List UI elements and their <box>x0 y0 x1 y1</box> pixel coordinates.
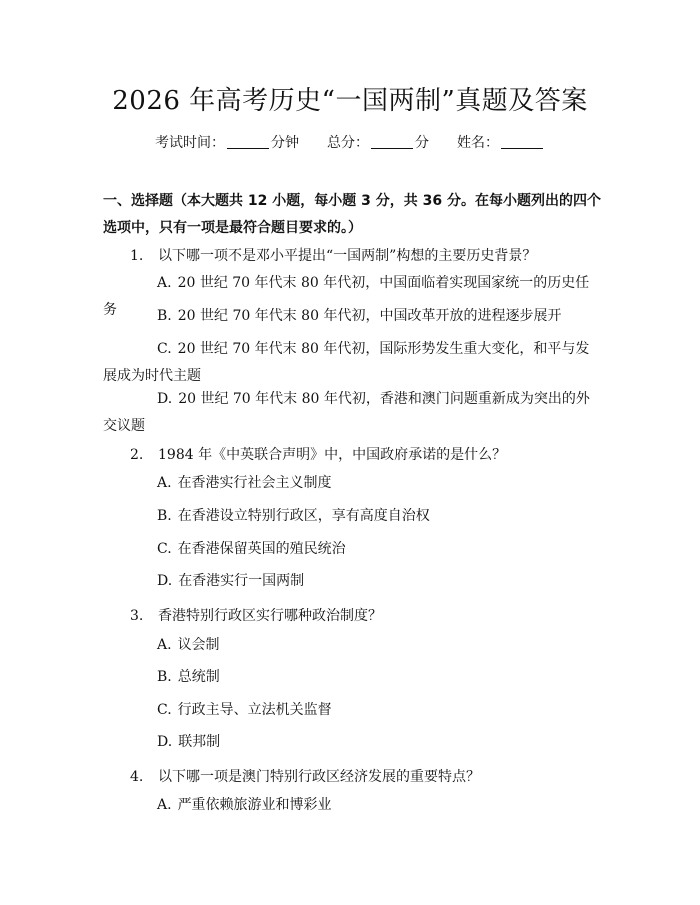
option-text: 20 世纪 70 年代末 80 年代初，中国面临着实现国家统一的历史任务 <box>103 275 590 318</box>
option-text: 20 世纪 70 年代末 80 年代初，香港和澳门问题重新成为突出的外交议题 <box>103 391 590 434</box>
exam-info-row <box>0 132 700 152</box>
question-text: 1984 年《中英联合声明》中，中国政府承诺的是什么？ <box>158 447 507 463</box>
option-text: 严重依赖旅游业和博彩业 <box>177 797 332 813</box>
option-text: 20 世纪 70 年代末 80 年代初，国际形势发生重大变化，和平与发展成为时代主题 <box>103 341 590 384</box>
name-blank <box>501 134 543 149</box>
score-blank <box>371 134 413 149</box>
question-2-option-c <box>103 536 603 563</box>
option-text: 在香港保留英国的殖民统治 <box>177 541 346 557</box>
option-letter: C. <box>157 341 172 357</box>
question-number: 4. <box>130 769 144 785</box>
option-letter: B. <box>157 669 172 685</box>
question-4-option-a <box>103 792 603 819</box>
time-field <box>155 132 299 152</box>
question-1 <box>130 245 600 265</box>
time-label: 考试时间： <box>155 135 225 151</box>
option-letter: B. <box>157 308 172 324</box>
option-letter: D. <box>157 391 173 407</box>
question-3-option-b <box>103 664 603 691</box>
question-1-option-c <box>103 336 603 390</box>
option-letter: A. <box>157 275 172 291</box>
name-label: 姓名： <box>457 135 499 151</box>
name-field <box>457 132 545 152</box>
score-field <box>327 132 429 152</box>
question-number: 2. <box>130 447 144 463</box>
question-text: 香港特别行政区实行哪种政治制度？ <box>158 608 382 624</box>
option-letter: A. <box>157 797 172 813</box>
option-letter: B. <box>157 508 172 524</box>
question-2-option-a <box>103 470 603 497</box>
time-blank <box>227 134 269 149</box>
question-2-option-b <box>103 503 603 530</box>
score-label: 总分： <box>327 135 369 151</box>
question-1-option-d <box>103 386 603 440</box>
question-number: 3. <box>130 608 144 624</box>
question-2 <box>130 444 600 464</box>
option-text: 在香港实行一国两制 <box>178 573 305 589</box>
option-letter: C. <box>157 541 172 557</box>
option-letter: C. <box>157 702 172 718</box>
question-2-option-d <box>103 568 603 595</box>
question-number: 1. <box>130 248 144 264</box>
option-text: 20 世纪 70 年代末 80 年代初，中国改革开放的进程逐步展开 <box>177 308 562 324</box>
section-heading: 一、选择题（本大题共 12 小题，每小题 3 分，共 36 分。在每小题列出的四个选项中，只有一项是最符合题目要求的。） <box>103 193 601 236</box>
time-unit: 分钟 <box>271 135 299 151</box>
option-text: 总统制 <box>177 669 220 685</box>
option-text: 议会制 <box>177 637 220 653</box>
question-1-option-b <box>103 303 603 330</box>
option-letter: D. <box>157 573 173 589</box>
question-text: 以下哪一项是澳门特别行政区经济发展的重要特点？ <box>158 769 480 785</box>
question-3-option-a <box>103 632 603 659</box>
question-3-option-c <box>103 697 603 724</box>
question-3 <box>130 605 600 625</box>
question-text: 以下哪一项不是邓小平提出“一国两制”构想的主要历史背景？ <box>158 248 537 264</box>
question-4 <box>130 766 600 786</box>
score-unit: 分 <box>415 135 429 151</box>
option-text: 联邦制 <box>178 734 221 750</box>
option-letter: D. <box>157 734 173 750</box>
option-letter: A. <box>157 637 172 653</box>
option-text: 在香港设立特别行政区，享有高度自治权 <box>177 508 430 524</box>
question-3-option-d <box>103 729 603 756</box>
option-text: 在香港实行社会主义制度 <box>177 475 332 491</box>
option-letter: A. <box>157 475 172 491</box>
option-text: 行政主导、立法机关监督 <box>177 702 332 718</box>
exam-title: 2026 年高考历史“一国两制”真题及答案 <box>112 86 588 116</box>
